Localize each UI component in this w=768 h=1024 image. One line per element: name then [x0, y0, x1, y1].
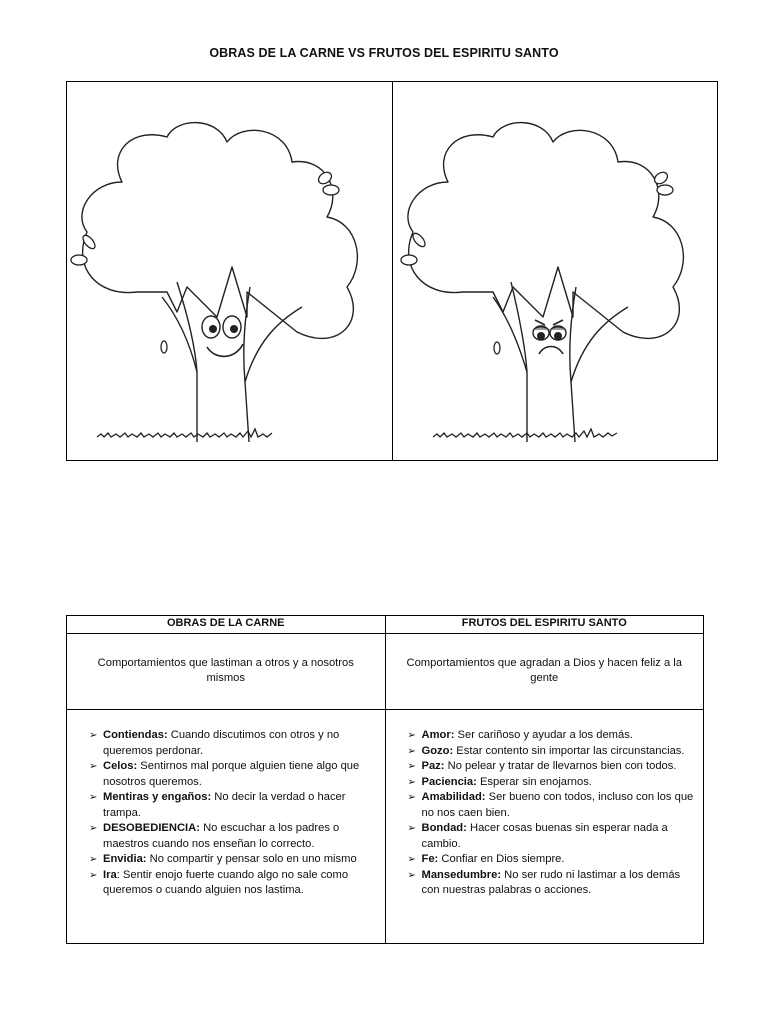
arrow-bullet-icon: ➢ [89, 869, 98, 881]
arrow-bullet-icon: ➢ [407, 761, 416, 772]
list-cell-left [67, 710, 386, 944]
list-item: ➢ Amor: Ser cariñoso y ayudar a los demás. [408, 728, 696, 744]
list-item: ➢ Paz: No pelear y tratar de llevarnos bien con todos. [408, 759, 696, 775]
happy-tree-cell [67, 82, 392, 460]
list-item: ➢ Mansedumbre: No ser rudo ni lastimar a los demás con nuestras palabras o acciones. [407, 868, 681, 896]
obras-list [89, 728, 377, 899]
page-title: OBRAS DE LA CARNE VS FRUTOS DEL ESPIRITU SANTO [209, 46, 559, 60]
arrow-bullet-icon: ➢ [89, 730, 98, 741]
sad-tree-icon [393, 82, 718, 460]
arrow-bullet-icon: ➢ [407, 745, 416, 757]
list-item: ➢ Contiendas: Cuando discutimos con otros y no queremos perdonar. [89, 729, 340, 757]
happy-tree-icon [67, 82, 392, 460]
tree-illustrations-box [66, 81, 718, 461]
frutos-list [408, 728, 696, 899]
list-item: ➢ Gozo: Estar contento sin importar las circunstancias. [408, 744, 696, 760]
list-item: ➢ Fe: Confiar en Dios siempre. [408, 852, 696, 868]
arrow-bullet-icon: ➢ [407, 776, 416, 788]
list-item: ➢ Envidia: No compartir y pensar solo en uno mismo [89, 852, 377, 868]
list-cell-right [385, 710, 704, 944]
list-item: ➢ Celos: Sentirnos mal porque alguien tiene algo que nosotros queremos. [89, 760, 360, 788]
arrow-bullet-icon: ➢ [89, 761, 98, 772]
arrow-bullet-icon: ➢ [89, 823, 98, 834]
list-item: ➢ Amabilidad: Ser bueno con todos, incluso con los que no nos caen bien. [407, 791, 694, 819]
arrow-bullet-icon: ➢ [89, 854, 98, 865]
arrow-bullet-icon: ➢ [407, 854, 416, 865]
header-frutos-del-espiritu: FRUTOS DEL ESPIRITU SANTO [385, 616, 704, 634]
arrow-bullet-icon: ➢ [407, 823, 416, 834]
sad-tree-cell [392, 82, 718, 460]
description-left: Comportamientos que lastiman a otros y a nosotros mismos [67, 634, 386, 710]
list-item: ➢ Ira: Sentir enojo fuerte cuando algo no sale como queremos o cuando alguien nos lastima. [89, 868, 349, 896]
arrow-bullet-icon: ➢ [407, 869, 416, 881]
arrow-bullet-icon: ➢ [407, 792, 416, 803]
list-item: ➢ Mentiras y engaños: No decir la verdad o hacer trampa. [89, 791, 346, 819]
list-item: ➢ DESOBEDIENCIA: No escuchar a los padres o maestros cuando nos enseñan lo correcto. [89, 822, 340, 850]
list-item: ➢ Bondad: Hacer cosas buenas sin esperar nada a cambio. [407, 822, 668, 850]
arrow-bullet-icon: ➢ [89, 792, 98, 803]
list-item: ➢ Paciencia: Esperar sin enojarnos. [408, 775, 696, 791]
table-list-row [67, 710, 704, 944]
comparison-table [66, 615, 704, 944]
table-header-row [67, 616, 704, 634]
arrow-bullet-icon: ➢ [407, 730, 416, 741]
table-description-row [67, 634, 704, 710]
description-right: Comportamientos que agradan a Dios y hacen feliz a la gente [385, 634, 704, 710]
header-obras-de-la-carne: OBRAS DE LA CARNE [67, 616, 386, 634]
